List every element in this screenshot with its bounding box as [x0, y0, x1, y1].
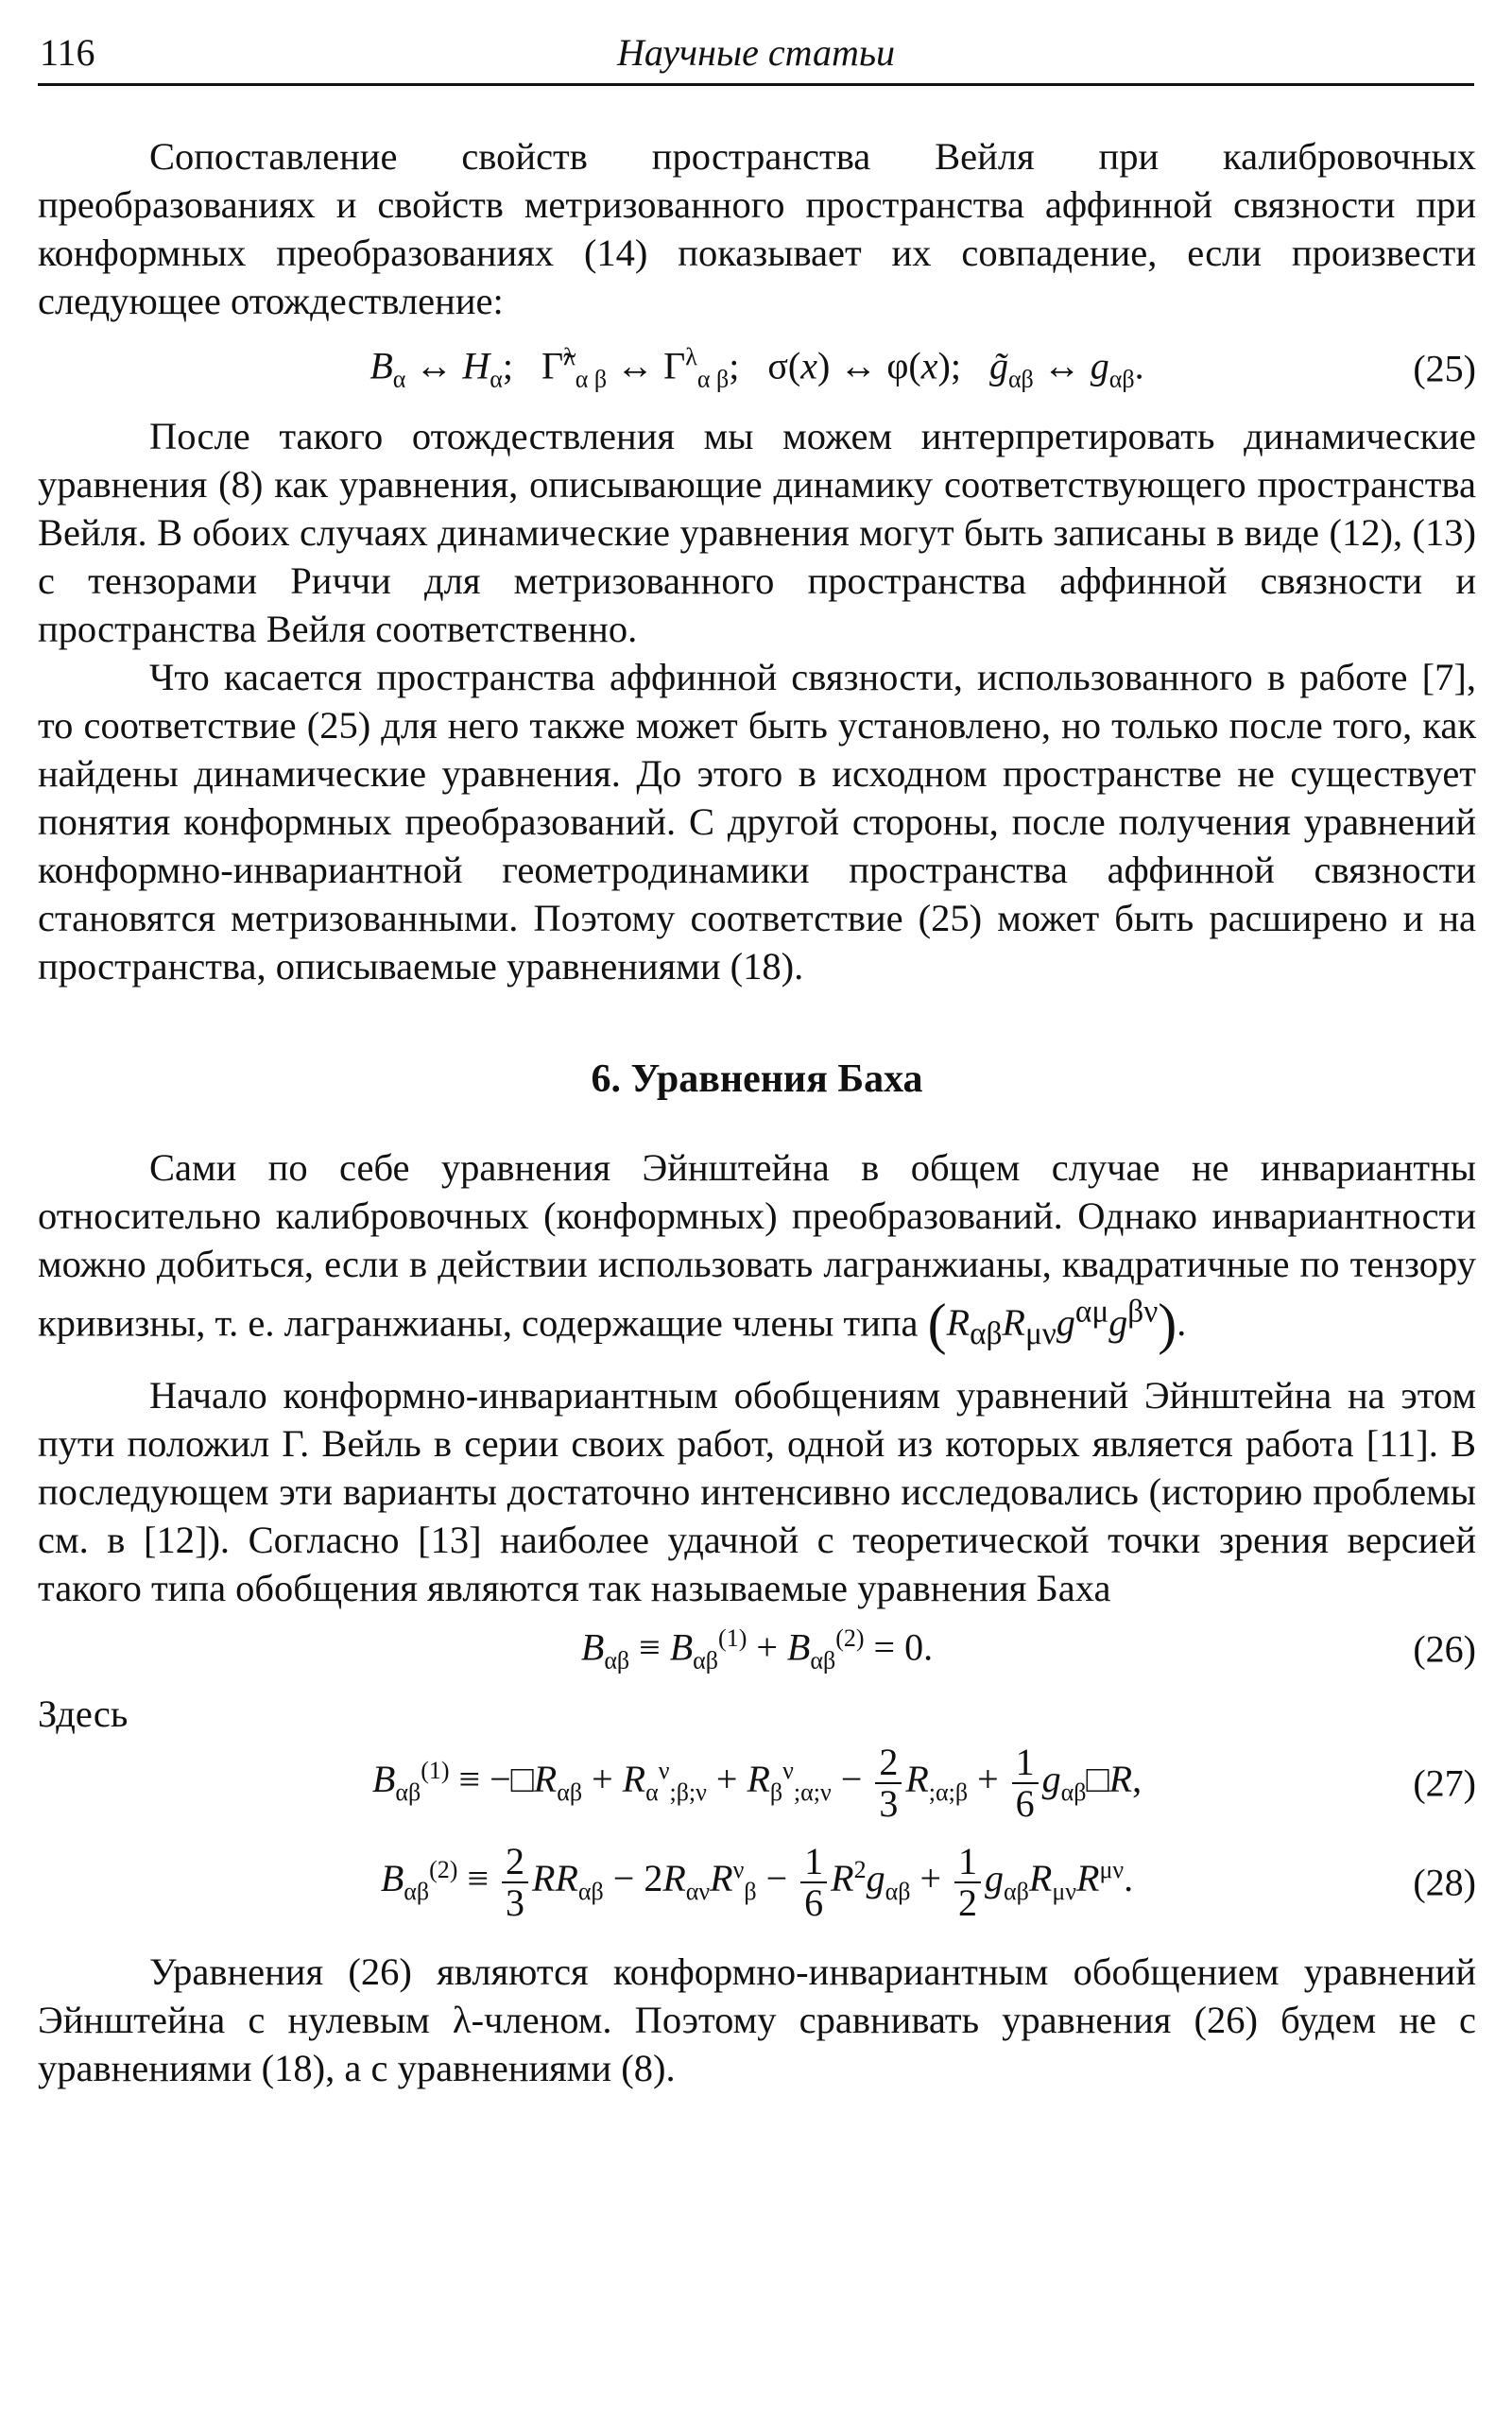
- equation-28-formula: $B_{\alpha\beta}^{(2)}$ ≡ $\frac{2}{3}$ $RR_{\alpha\beta} - 2R_{\alpha\nu}R^\nu_\beta$ − $\frac{1}{6}$ $R^2g_{\alpha\beta}$ + $\frac{1}{2}$ $g_{\alpha\beta}R_{\mu\nu}R^{\mu\nu}$.: [380, 1840, 1134, 1925]
- page-number: 116: [40, 31, 95, 74]
- equation-27: [38, 1736, 1476, 1830]
- equation-26-formula: $B_{\alpha\beta} \equiv B_{\alpha\beta}^{(1)} + B_{\alpha\beta}^{(2)} = 0$.: [580, 1623, 934, 1674]
- equation-26: [38, 1612, 1476, 1686]
- equation-25-number: (25): [1413, 347, 1476, 390]
- paragraph-6: Уравнения (26) являются конформно-инвариантным обобщением уравнений Эйнштейна с нулевым λ-членом. Поэтому сравнивать уравнения (26) будем не с уравнениями (18), а с уравнениями (8).: [38, 1950, 1476, 2090]
- equation-28: [38, 1830, 1476, 1934]
- equation-27-number: (27): [1413, 1761, 1476, 1805]
- equation-28-number: (28): [1413, 1861, 1476, 1904]
- running-title: Научные статьи: [616, 31, 896, 74]
- equation-26-number: (26): [1413, 1627, 1476, 1671]
- paragraph-3: Что касается пространства аффинной связности, использованного в работе [7], то соответствие (25) для него также может быть установлено, но только после того, как найдены динамические уравнения. До этого в исходном пространстве не существует понятия конформных преобразований. С другой стороны, после получения уравнений конформно-инвариантной геометродинамики пространства аффинной связности становятся метризованными. Поэтому соответствие (25) может быть расширено и на пространства, описываемые уравнениями (18).: [38, 656, 1476, 988]
- paragraph-1: Сопоставление свойств пространства Вейля при калибровочных преобразованиях и свойств метризованного пространства аффинной связности при конформных преобразованиях (14) показывает их совпадение, если произвести следующее отождествление:: [38, 135, 1476, 322]
- section-title: 6. Уравнения Баха: [591, 1057, 923, 1101]
- inline-formula-lagrangian: $(R_{\alpha\beta}R_{\mu\nu}g^{\alpha\mu}g^{\beta\nu})$.: [927, 1293, 1187, 1356]
- paragraph-2: После такого отождествления мы можем интерпретировать динамические уравнения (8) как уравнения, описывающие динамику соответствующего пространства Вейля. В обоих случаях динамические уравнения могут быть записаны в виде (12), (13) с тензорами Риччи для метризованного пространства аффинной связности и пространства Вейля соответственно.: [38, 415, 1476, 650]
- page-header: [38, 26, 1474, 86]
- paragraph-5: Начало конформно-инвариантным обобщениям уравнений Эйнштейна на этом пути положил Г. Вейль в серии своих работ, одной из которых является работа [11]. В последующем эти варианты достаточно интенсивно исследовались (историю проблемы см. в [12]). Согласно [13] наиболее удачной с теоретической точки зрения версией такого типа обобщения являются так называемые уравнения Баха: [38, 1374, 1476, 1610]
- paragraph-4: [38, 1143, 1476, 1358]
- equation-25: [38, 325, 1476, 412]
- equation-25-formula: $B_\alpha$ ↔ $H_\alpha$; Γ̃$^\lambda_{\alpha \beta}$ ↔ $\Gamma^\lambda_{\alpha \beta}$; σ(x) ↔ φ(x); $g̃_{\alpha\beta}$ ↔ $g_{\alpha\beta}$.: [369, 343, 1144, 393]
- equation-27-formula: $B_{\alpha\beta}^{(1)}$ ≡ $-□R_{\alpha\beta} + R_\alpha^\nu_{;\beta;\nu} + R_\beta^\nu_{;\alpha;\nu}$ − $\frac{2}{3}$ $R_{;\alpha;\beta}$ + $\frac{1}{6}$ $g_{\alpha\beta}□R$,: [371, 1741, 1143, 1826]
- zdes-label: Здесь: [38, 1692, 129, 1736]
- article-body: [38, 132, 1476, 2092]
- paragraph-4-text: Сами по себе уравнения Эйнштейна в общем случае не инвариантны относительно калибровочных (конформных) преобразований. Однако инвариантности можно добиться, если в действии использовать лагранжианы, квадратичные по тензору кривизны, т. е. лагранжианы, содержащие члены типа: [38, 1146, 1476, 1345]
